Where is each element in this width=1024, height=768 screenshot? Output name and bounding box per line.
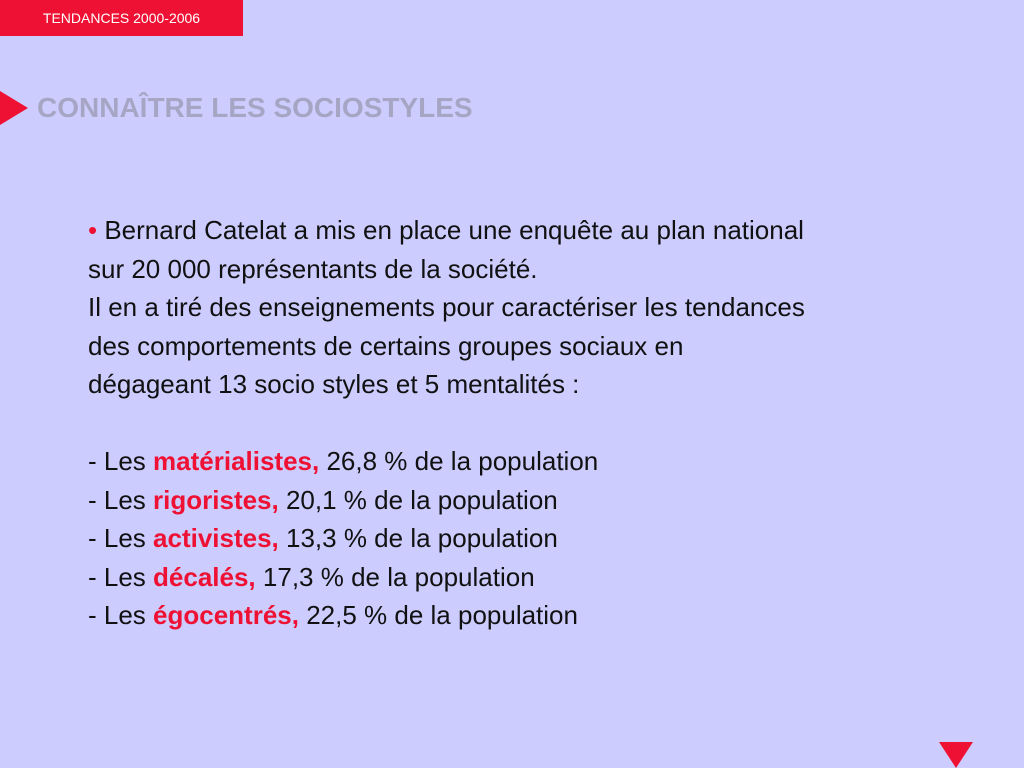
- group-share: 20,1 % de la population: [278, 484, 558, 515]
- group-item-rigoristes: [88, 481, 988, 520]
- triangle-down-icon[interactable]: [939, 742, 973, 768]
- group-name: décalés,: [153, 561, 256, 592]
- slide-title: CONNAÎTRE LES SOCIOSTYLES: [37, 92, 473, 123]
- group-name: égocentrés,: [153, 600, 299, 630]
- group-item-egocentres: [88, 596, 988, 635]
- group-item-activistes: [88, 519, 988, 558]
- group-item-decales: [88, 558, 988, 597]
- group-prefix: - Les: [88, 484, 154, 515]
- intro-line-2: sur 20 000 représentants de la société.: [88, 253, 538, 284]
- group-prefix: - Les: [88, 523, 154, 553]
- group-prefix: - Les: [88, 600, 154, 630]
- group-share: 13,3 % de la population: [278, 523, 558, 553]
- intro-line-3: Il en a tiré des enseignements pour caractériser les tendances: [88, 292, 805, 322]
- title-row: [0, 88, 473, 128]
- intro-text-1: Bernard Catelat a mis en place une enquête au plan national: [104, 215, 804, 245]
- group-name: matérialistes,: [153, 446, 320, 476]
- intro-line-5: dégageant 13 socio styles et 5 mentalités :: [88, 369, 580, 399]
- group-prefix: - Les: [88, 561, 154, 592]
- group-share: 17,3 % de la population: [255, 561, 535, 592]
- spacer: [88, 404, 988, 443]
- slide-content: [88, 211, 988, 635]
- group-name: activistes,: [153, 523, 279, 553]
- intro-line-1: [88, 211, 988, 250]
- group-share: 22,5 % de la population: [298, 600, 578, 630]
- group-name: rigoristes,: [153, 484, 279, 515]
- bullet-icon: •: [88, 215, 98, 245]
- intro-line-4: des comportements de certains groupes sociaux en: [88, 330, 684, 361]
- group-prefix: - Les: [88, 446, 154, 476]
- group-item-materialistes: [88, 442, 988, 481]
- header-tag: TENDANCES 2000-2006: [0, 0, 243, 36]
- group-share: 26,8 % de la population: [319, 446, 599, 476]
- triangle-right-icon: [0, 91, 28, 125]
